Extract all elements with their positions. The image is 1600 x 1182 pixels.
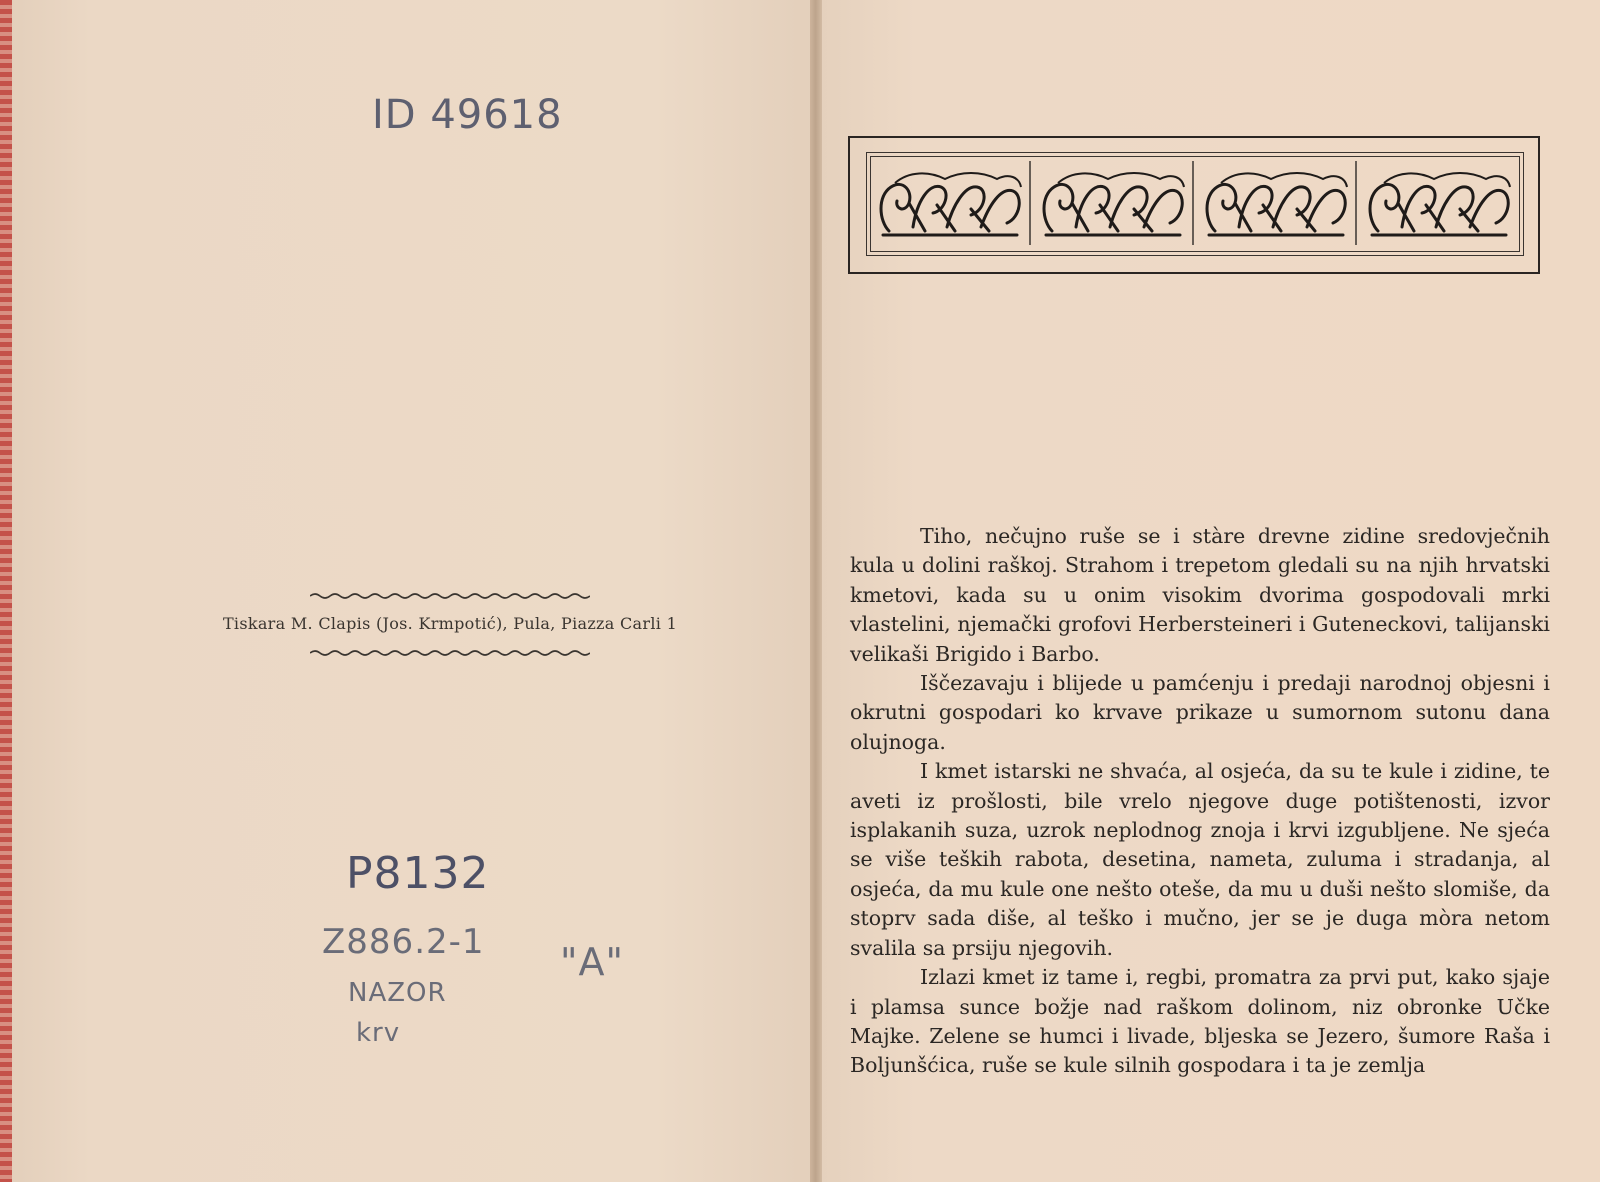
handwritten-id: ID 49618 — [372, 92, 563, 138]
handwritten-author: NAZOR — [348, 978, 447, 1008]
handwritten-title: krv — [356, 1018, 401, 1048]
handwritten-mark: "A" — [560, 940, 624, 984]
top-wavy-rule — [310, 590, 590, 602]
paragraph: I kmet istarski ne shvaća, al osjeća, da su te kule i zidine, te aveti iz prošlosti, bile vrelo njegove duge potištenosti, izvor isplakanih suza, uzrok neplodnog znoja i krvi izgubljene. Ne sjeća se više teških rabota, desetina, nameta, zuluma i stradanja, al osjeća, da mu kule one nešto oteše, da mu u duši nešto slomiše, da stoprv sada diše, al teško i mučno, jer se je duga mòra netom svalila sa prsiju njegovih. — [850, 759, 1550, 960]
printer-line: Tiskara M. Clapis (Jos. Krmpotić), Pula, Piazza Carli 1 — [222, 614, 678, 633]
printer-imprint — [200, 590, 700, 659]
paragraph: Izlazi kmet iz tame i, regbi, promatra za prvi put, kako sjaje i plamsa sunce božje nad raškom dolinom, niz obronke Učke Majke. Zelene se humci i livade, bljeska se Jezero, šumore Raša i Boljunšćica, ruše se kule silnih gospodara i ta je zemlja — [850, 965, 1550, 1078]
floral-motif-icon — [869, 161, 1031, 245]
handwritten-call-number: P8132 — [346, 848, 490, 899]
decorative-header-ornament — [848, 136, 1540, 274]
paragraph: Iščezavaju i blijede u pamćenju i predaji narodnoj objesni i okrutni gospodari ko krvave prikaze u sumornom sutonu dana olujnoga. — [850, 671, 1550, 754]
bottom-wavy-rule — [310, 647, 590, 659]
page-edge-stripe — [0, 0, 12, 1182]
body-text — [850, 522, 1550, 1081]
floral-motif-icon — [1195, 161, 1357, 245]
handwritten-class: Z886.2-1 — [322, 922, 485, 962]
ornament-inner-frame — [866, 152, 1524, 256]
floral-motif-icon — [1358, 161, 1520, 245]
paragraph: Tiho, nečujno ruše se i stàre drevne zidine sredovječnih kula u dolini raškoj. Strahom i trepetom gledali su na njih hrvatski kmetovi, kada su u onim visokim dvorima gospodovali mrki vlastelini, njemački grofovi Herbersteineri i Guteneckovi, talijanski velikaši Brigido i Barbo. — [850, 524, 1550, 666]
floral-motif-icon — [1032, 161, 1194, 245]
